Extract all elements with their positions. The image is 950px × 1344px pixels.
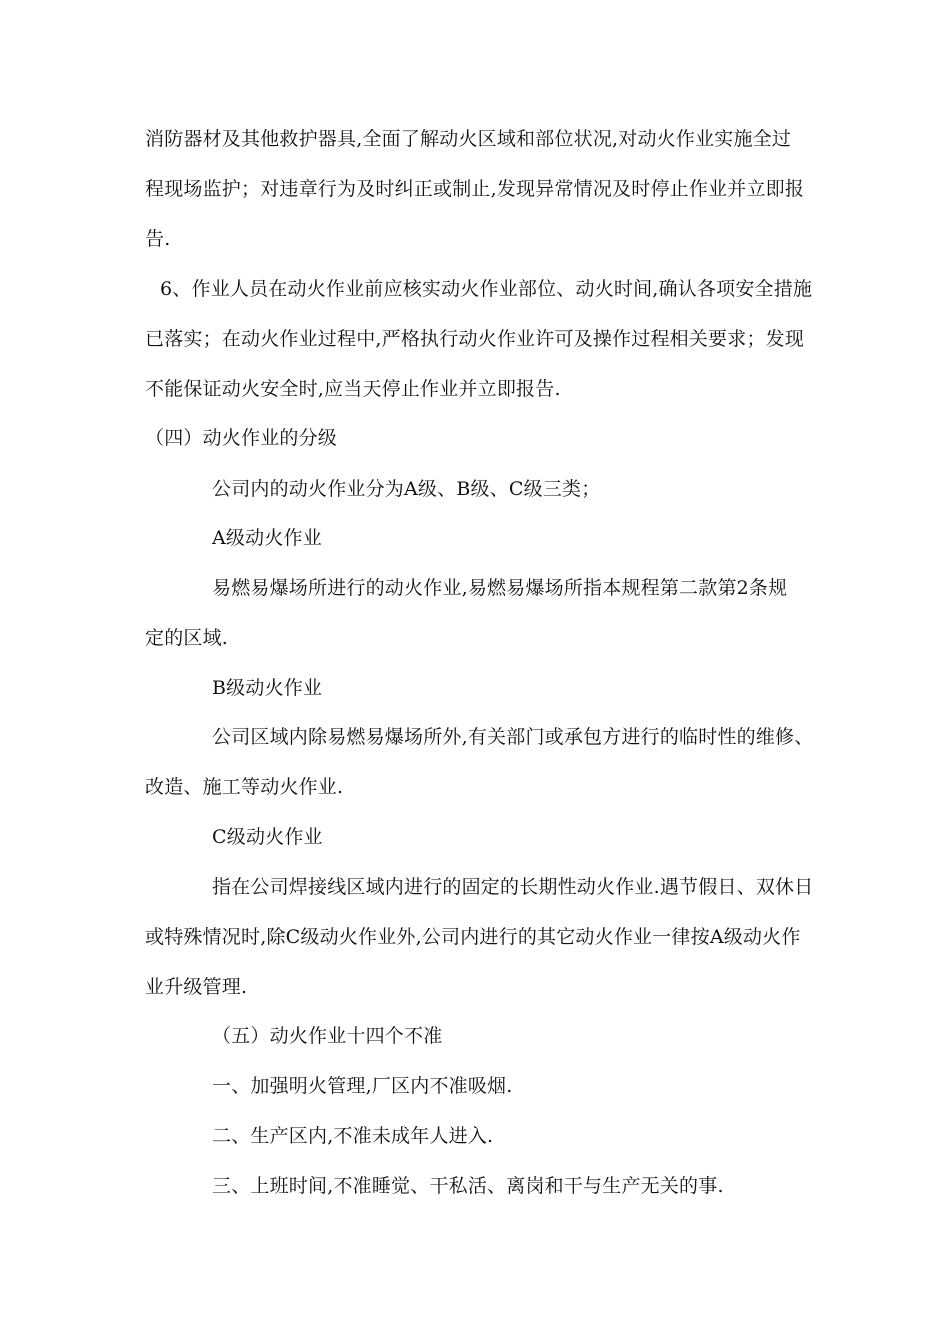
paragraph-line: 易燃易爆场所进行的动火作业,易燃易爆场所指本规程第二款第2条规 xyxy=(212,577,788,599)
paragraph-line: 程现场监护；对违章行为及时纠正或制止,发现异常情况及时停止作业并立即报 xyxy=(145,178,805,200)
paragraph-line: 二、生产区内,不准未成年人进入. xyxy=(212,1125,494,1147)
paragraph-line: 一、加强明火管理,厂区内不准吸烟. xyxy=(212,1075,513,1097)
paragraph-line: 三、上班时间,不准睡觉、干私活、离岗和干与生产无关的事. xyxy=(212,1175,724,1197)
paragraph-line: 或特殊情况时,除C级动火作业外,公司内进行的其它动火作业一律按A级动火作 xyxy=(145,926,801,948)
paragraph-line: 不能保证动火安全时,应当天停止作业并立即报告. xyxy=(145,378,561,400)
paragraph-line: 公司区域内除易燃易爆场所外,有关部门或承包方进行的临时性的维修、 xyxy=(212,726,814,748)
paragraph-line: 业升级管理. xyxy=(145,976,248,998)
paragraph-line: 指在公司焊接线区域内进行的固定的长期性动火作业.遇节假日、双休日 xyxy=(212,876,814,898)
paragraph-line: 6、作业人员在动火作业前应核实动火作业部位、动火时间,确认各项安全措施 xyxy=(160,278,813,300)
paragraph-line: 已落实；在动火作业过程中,严格执行动火作业许可及操作过程相关要求；发现 xyxy=(145,328,805,350)
paragraph-line: 公司内的动火作业分为A级、B级、C级三类； xyxy=(212,478,601,500)
paragraph-line: 改造、施工等动火作业. xyxy=(145,776,344,798)
subheading: B级动火作业 xyxy=(212,677,323,699)
paragraph-line: 告. xyxy=(145,228,171,250)
paragraph-line: 定的区域. xyxy=(145,627,229,649)
paragraph-line: 消防器材及其他救护器具,全面了解动火区域和部位状况,对动火作业实施全过 xyxy=(145,128,792,150)
section-heading: （五）动火作业十四个不准 xyxy=(212,1025,443,1047)
section-heading: （四）动火作业的分级 xyxy=(145,427,338,449)
subheading: A级动火作业 xyxy=(212,527,322,549)
subheading: C级动火作业 xyxy=(212,826,323,848)
